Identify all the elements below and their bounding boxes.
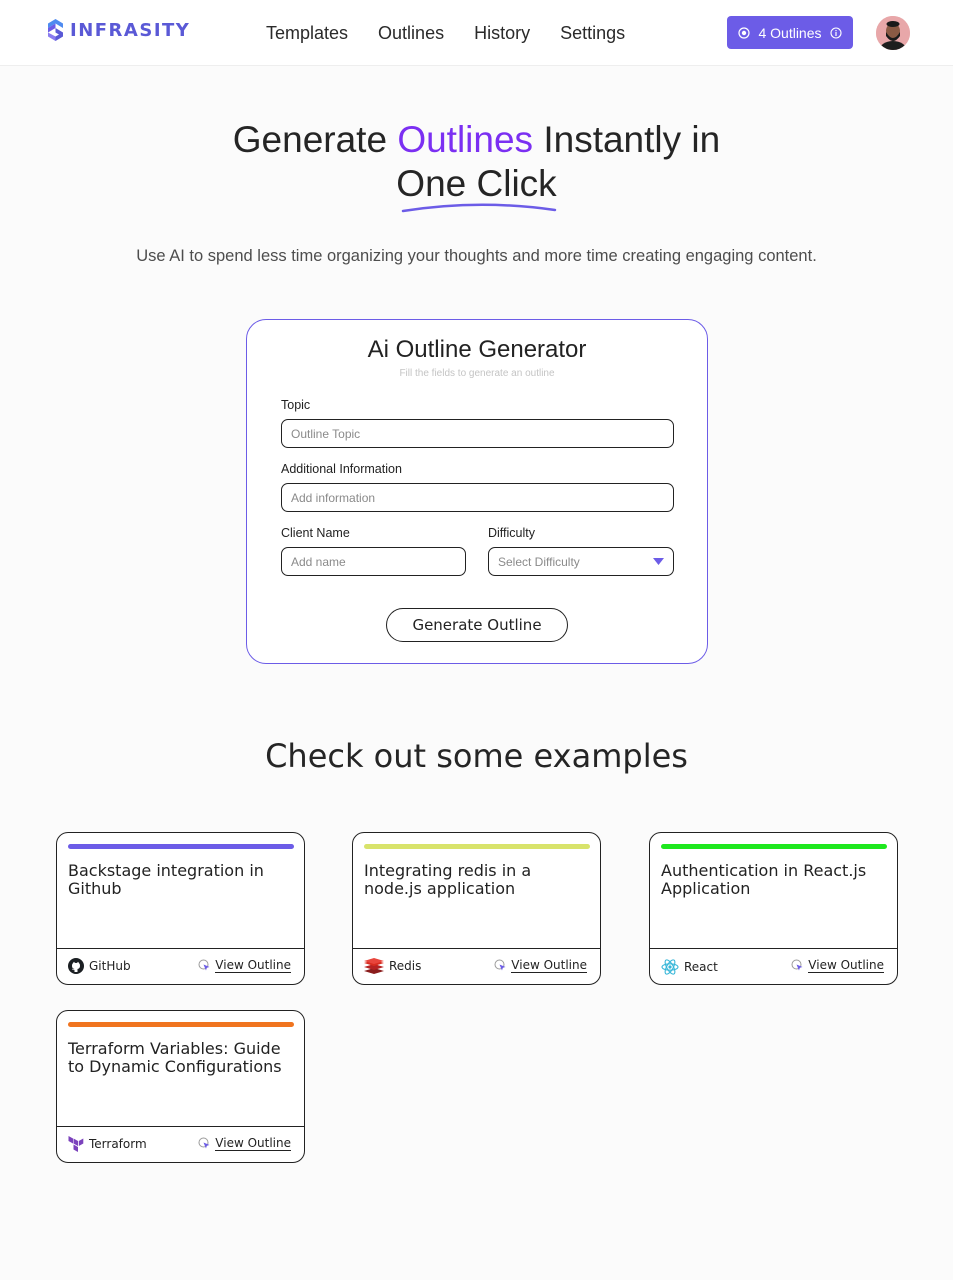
example-card-title: Integrating redis in a node.js application bbox=[364, 861, 532, 898]
difficulty-select[interactable] bbox=[488, 547, 674, 576]
example-card-brand bbox=[68, 1136, 147, 1152]
example-card-brand bbox=[68, 958, 131, 974]
example-card-brand bbox=[364, 958, 421, 974]
example-card-footer bbox=[57, 948, 304, 985]
view-outline-link[interactable] bbox=[494, 958, 587, 973]
hero-title-pre: Generate bbox=[232, 119, 398, 160]
brand-logo[interactable] bbox=[48, 19, 190, 41]
view-outline-label: View Outline bbox=[808, 958, 884, 972]
topic-label: Topic bbox=[281, 398, 311, 412]
view-outline-link[interactable] bbox=[791, 958, 884, 973]
title-underline-decoration bbox=[400, 201, 558, 215]
example-card-accent-bar bbox=[68, 1022, 294, 1027]
example-card-brand bbox=[661, 958, 718, 976]
example-card-title: Backstage integration in Github bbox=[68, 861, 264, 898]
outline-generator-card bbox=[246, 319, 708, 664]
hero-title bbox=[0, 118, 953, 206]
client-name-input[interactable] bbox=[281, 547, 466, 576]
view-outline-link[interactable] bbox=[198, 1136, 291, 1151]
cursor-click-icon bbox=[198, 959, 211, 972]
user-avatar[interactable] bbox=[876, 16, 910, 50]
cursor-click-icon bbox=[791, 959, 804, 972]
hero-title-accent: Outlines bbox=[397, 119, 534, 160]
nav-link-history[interactable]: History bbox=[474, 23, 531, 43]
cursor-click-icon bbox=[494, 959, 507, 972]
examples-title: Check out some examples bbox=[265, 737, 688, 775]
topic-input[interactable] bbox=[281, 419, 674, 448]
generate-outline-button[interactable]: Generate Outline bbox=[386, 608, 568, 642]
additional-info-input[interactable] bbox=[281, 483, 674, 512]
example-card-accent-bar bbox=[364, 844, 590, 849]
example-card[interactable] bbox=[56, 832, 305, 985]
generator-subtitle: Fill the fields to generate an outline bbox=[399, 368, 555, 379]
example-card-accent-bar bbox=[68, 844, 294, 849]
view-outline-label: View Outline bbox=[215, 958, 291, 972]
target-icon bbox=[738, 27, 750, 39]
example-card-title: Authentication in React.js Application bbox=[661, 861, 867, 898]
example-card-footer bbox=[353, 948, 600, 985]
nav-links bbox=[266, 22, 655, 44]
example-card-brand-label: Terraform bbox=[89, 1137, 147, 1151]
infrasity-logo-icon bbox=[48, 19, 63, 41]
example-card[interactable] bbox=[352, 832, 601, 985]
react-icon bbox=[661, 958, 679, 976]
navbar bbox=[0, 0, 953, 66]
caret-down-icon bbox=[653, 558, 664, 565]
brand-name: INFRASITY bbox=[70, 19, 191, 41]
hero-subtitle: Use AI to spend less time organizing your thoughts and more time creating engaging content. bbox=[136, 247, 817, 265]
example-card-accent-bar bbox=[661, 844, 887, 849]
difficulty-select-value: Select Difficulty bbox=[498, 554, 580, 569]
outlines-count-badge[interactable] bbox=[727, 16, 853, 49]
nav-link-templates[interactable]: Templates bbox=[266, 23, 349, 43]
avatar-image-icon bbox=[876, 16, 910, 50]
nav-link-outlines[interactable]: Outlines bbox=[378, 23, 445, 43]
example-card-brand-label: React bbox=[684, 960, 718, 974]
github-icon bbox=[68, 958, 84, 974]
view-outline-label: View Outline bbox=[511, 958, 587, 972]
example-card-footer bbox=[57, 1126, 304, 1163]
nav-link-settings[interactable]: Settings bbox=[560, 23, 626, 43]
view-outline-label: View Outline bbox=[215, 1136, 291, 1150]
example-card[interactable] bbox=[649, 832, 898, 985]
example-card-brand-label: GitHub bbox=[89, 959, 131, 973]
additional-info-label: Additional Information bbox=[281, 462, 402, 476]
client-name-label: Client Name bbox=[281, 526, 350, 540]
terraform-icon bbox=[68, 1136, 84, 1152]
cursor-click-icon bbox=[198, 1137, 211, 1150]
generator-title: Ai Outline Generator bbox=[367, 336, 587, 363]
redis-icon bbox=[364, 958, 384, 974]
info-icon[interactable] bbox=[830, 27, 842, 39]
hero-title-line2: One Click bbox=[396, 163, 557, 204]
hero-title-post: Instantly in bbox=[533, 119, 721, 160]
outlines-count-label: 4 Outlines bbox=[758, 24, 822, 41]
view-outline-link[interactable] bbox=[198, 958, 291, 973]
example-card[interactable] bbox=[56, 1010, 305, 1163]
difficulty-label: Difficulty bbox=[488, 526, 536, 540]
example-card-brand-label: Redis bbox=[389, 959, 422, 973]
example-card-title: Terraform Variables: Guide to Dynamic Configurations bbox=[68, 1039, 282, 1076]
example-card-footer bbox=[650, 948, 897, 985]
